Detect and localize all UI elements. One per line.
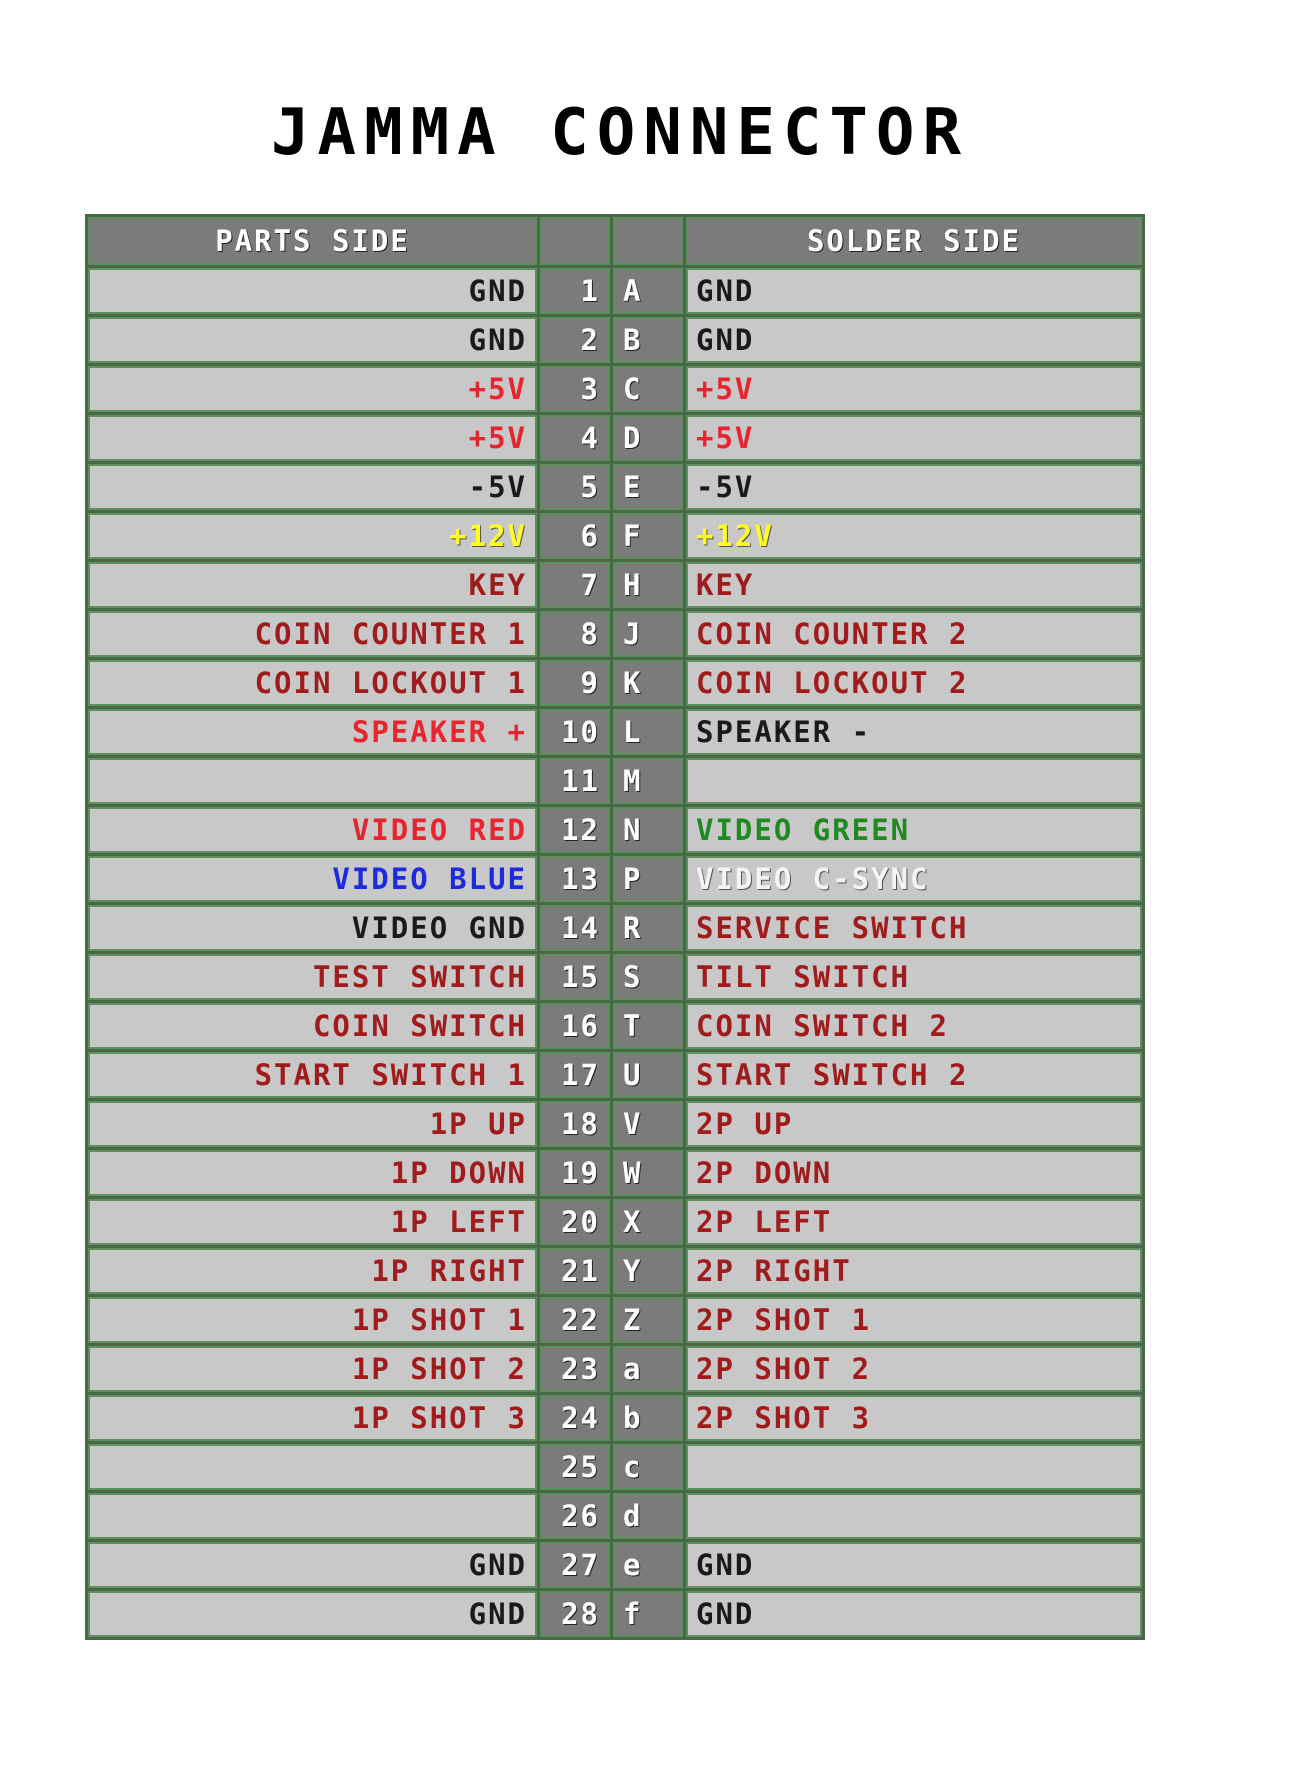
table-row (88, 1052, 1142, 1098)
pin-letter-cell: N (613, 807, 683, 853)
pin-letter-cell: M (613, 758, 683, 804)
solder-side-cell: GND (686, 1542, 1142, 1588)
pin-letter-cell: F (613, 513, 683, 559)
solder-side-cell: COIN COUNTER 2 (686, 611, 1142, 657)
pin-letter-cell: f (613, 1591, 683, 1637)
parts-side-header: PARTS SIDE (88, 217, 537, 265)
table-row (88, 1297, 1142, 1343)
pin-letter-cell: R (613, 905, 683, 951)
solder-side-cell: KEY (686, 562, 1142, 608)
table-row (88, 1493, 1142, 1539)
pin-letter-cell: X (613, 1199, 683, 1245)
pin-number-cell: 1 (540, 268, 610, 314)
table-row (88, 415, 1142, 461)
pin-number-cell: 8 (540, 611, 610, 657)
parts-side-cell: GND (88, 1591, 537, 1637)
pin-letter-cell: d (613, 1493, 683, 1539)
parts-side-cell: START SWITCH 1 (88, 1052, 537, 1098)
table-row (88, 366, 1142, 412)
pin-letter-cell: A (613, 268, 683, 314)
solder-side-cell: VIDEO C-SYNC (686, 856, 1142, 902)
table-row (88, 905, 1142, 951)
table-row (88, 954, 1142, 1000)
pin-letter-cell: L (613, 709, 683, 755)
table-row (88, 1199, 1142, 1245)
pin-number-cell: 12 (540, 807, 610, 853)
solder-side-cell: SERVICE SWITCH (686, 905, 1142, 951)
parts-side-cell: VIDEO GND (88, 905, 537, 951)
pin-number-cell: 28 (540, 1591, 610, 1637)
parts-side-cell: -5V (88, 464, 537, 510)
parts-side-cell (88, 1493, 537, 1539)
table-row (88, 1248, 1142, 1294)
parts-side-cell: +5V (88, 415, 537, 461)
pin-number-header (540, 217, 610, 265)
solder-side-cell: COIN SWITCH 2 (686, 1003, 1142, 1049)
pin-number-cell: 26 (540, 1493, 610, 1539)
parts-side-cell: TEST SWITCH (88, 954, 537, 1000)
parts-side-cell: VIDEO RED (88, 807, 537, 853)
solder-side-cell: +12V (686, 513, 1142, 559)
pin-number-cell: 2 (540, 317, 610, 363)
parts-side-cell (88, 758, 537, 804)
pin-number-cell: 24 (540, 1395, 610, 1441)
pin-number-cell: 19 (540, 1150, 610, 1196)
table-row (88, 268, 1142, 314)
table-row (88, 1150, 1142, 1196)
parts-side-cell (88, 1444, 537, 1490)
pin-number-cell: 23 (540, 1346, 610, 1392)
pin-letter-cell: H (613, 562, 683, 608)
solder-side-cell: 2P DOWN (686, 1150, 1142, 1196)
solder-side-cell: GND (686, 1591, 1142, 1637)
solder-side-cell: GND (686, 268, 1142, 314)
solder-side-cell (686, 758, 1142, 804)
table-row (88, 758, 1142, 804)
pin-number-cell: 6 (540, 513, 610, 559)
table-row (88, 464, 1142, 510)
parts-side-cell: +5V (88, 366, 537, 412)
table-row (88, 1591, 1142, 1637)
pin-letter-cell: B (613, 317, 683, 363)
table-row (88, 1444, 1142, 1490)
table-row (88, 1395, 1142, 1441)
parts-side-cell: GND (88, 1542, 537, 1588)
pin-number-cell: 17 (540, 1052, 610, 1098)
pin-letter-cell: c (613, 1444, 683, 1490)
solder-side-cell: GND (686, 317, 1142, 363)
pin-number-cell: 4 (540, 415, 610, 461)
pin-letter-cell: V (613, 1101, 683, 1147)
solder-side-cell: -5V (686, 464, 1142, 510)
pin-letter-cell: a (613, 1346, 683, 1392)
header-row (88, 217, 1142, 265)
solder-side-cell: VIDEO GREEN (686, 807, 1142, 853)
table-row (88, 856, 1142, 902)
solder-side-cell: SPEAKER - (686, 709, 1142, 755)
pin-letter-cell: K (613, 660, 683, 706)
pin-letter-cell: b (613, 1395, 683, 1441)
pin-letter-cell: W (613, 1150, 683, 1196)
pin-letter-cell: U (613, 1052, 683, 1098)
solder-side-cell: 2P RIGHT (686, 1248, 1142, 1294)
solder-side-cell: TILT SWITCH (686, 954, 1142, 1000)
pin-number-cell: 20 (540, 1199, 610, 1245)
parts-side-cell: VIDEO BLUE (88, 856, 537, 902)
solder-side-cell (686, 1444, 1142, 1490)
solder-side-cell: +5V (686, 415, 1142, 461)
table-row (88, 1101, 1142, 1147)
pin-rows (88, 268, 1142, 1637)
pin-letter-cell: C (613, 366, 683, 412)
parts-side-cell: GND (88, 317, 537, 363)
parts-side-cell: GND (88, 268, 537, 314)
table-row (88, 562, 1142, 608)
pin-number-cell: 7 (540, 562, 610, 608)
parts-side-cell: KEY (88, 562, 537, 608)
parts-side-cell: 1P DOWN (88, 1150, 537, 1196)
pin-number-cell: 21 (540, 1248, 610, 1294)
parts-side-cell: +12V (88, 513, 537, 559)
pin-number-cell: 5 (540, 464, 610, 510)
parts-side-cell: 1P SHOT 3 (88, 1395, 537, 1441)
pin-letter-cell: D (613, 415, 683, 461)
solder-side-cell: 2P SHOT 2 (686, 1346, 1142, 1392)
pin-number-cell: 27 (540, 1542, 610, 1588)
table-row (88, 317, 1142, 363)
solder-side-cell: START SWITCH 2 (686, 1052, 1142, 1098)
pin-letter-cell: T (613, 1003, 683, 1049)
solder-side-cell: 2P LEFT (686, 1199, 1142, 1245)
table-row (88, 1346, 1142, 1392)
pin-letter-cell: P (613, 856, 683, 902)
pin-number-cell: 10 (540, 709, 610, 755)
pin-letter-header (613, 217, 683, 265)
solder-side-cell: 2P SHOT 3 (686, 1395, 1142, 1441)
pin-number-cell: 18 (540, 1101, 610, 1147)
table-row (88, 513, 1142, 559)
solder-side-header: SOLDER SIDE (686, 217, 1142, 265)
parts-side-cell: COIN COUNTER 1 (88, 611, 537, 657)
table-row (88, 611, 1142, 657)
parts-side-cell: 1P UP (88, 1101, 537, 1147)
table-row (88, 709, 1142, 755)
pinout-table (85, 214, 1145, 1640)
solder-side-cell (686, 1493, 1142, 1539)
pin-number-cell: 25 (540, 1444, 610, 1490)
parts-side-cell: COIN LOCKOUT 1 (88, 660, 537, 706)
page-title: JAMMA CONNECTOR (271, 96, 969, 170)
pin-letter-cell: e (613, 1542, 683, 1588)
pin-number-cell: 14 (540, 905, 610, 951)
parts-side-cell: 1P SHOT 1 (88, 1297, 537, 1343)
pin-letter-cell: Y (613, 1248, 683, 1294)
solder-side-cell: COIN LOCKOUT 2 (686, 660, 1142, 706)
table-row (88, 807, 1142, 853)
pin-number-cell: 16 (540, 1003, 610, 1049)
pin-letter-cell: Z (613, 1297, 683, 1343)
parts-side-cell: SPEAKER + (88, 709, 537, 755)
parts-side-cell: COIN SWITCH (88, 1003, 537, 1049)
pin-letter-cell: S (613, 954, 683, 1000)
table-row (88, 660, 1142, 706)
solder-side-cell: 2P UP (686, 1101, 1142, 1147)
solder-side-cell: +5V (686, 366, 1142, 412)
pin-number-cell: 9 (540, 660, 610, 706)
pin-number-cell: 15 (540, 954, 610, 1000)
pin-number-cell: 22 (540, 1297, 610, 1343)
parts-side-cell: 1P SHOT 2 (88, 1346, 537, 1392)
pin-letter-cell: J (613, 611, 683, 657)
parts-side-cell: 1P LEFT (88, 1199, 537, 1245)
pin-number-cell: 11 (540, 758, 610, 804)
parts-side-cell: 1P RIGHT (88, 1248, 537, 1294)
pin-letter-cell: E (613, 464, 683, 510)
pin-number-cell: 3 (540, 366, 610, 412)
table-row (88, 1542, 1142, 1588)
solder-side-cell: 2P SHOT 1 (686, 1297, 1142, 1343)
pin-number-cell: 13 (540, 856, 610, 902)
table-row (88, 1003, 1142, 1049)
